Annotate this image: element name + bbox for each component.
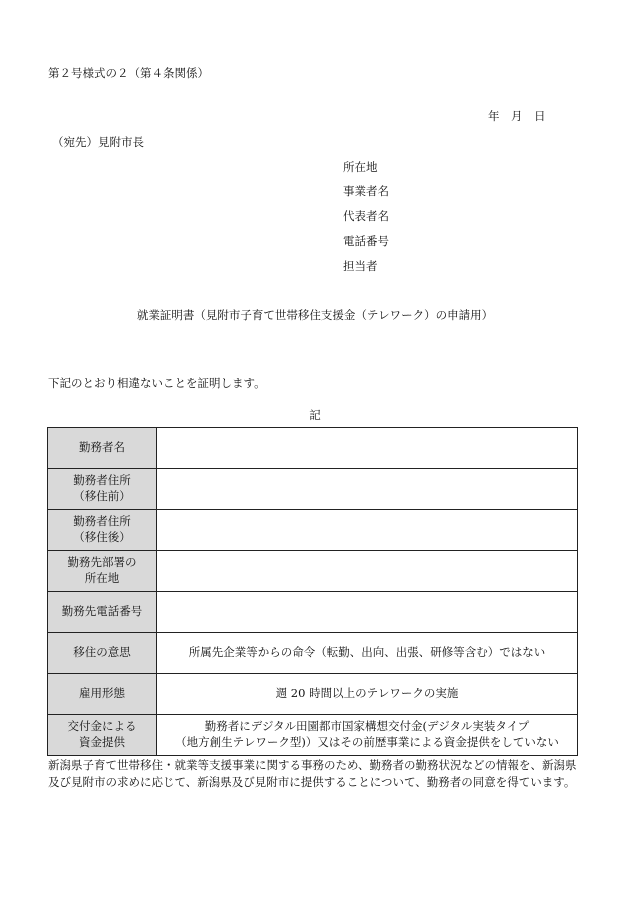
table-row [48,428,578,469]
table-row [48,592,578,633]
row-label: 雇用形態 [48,674,157,715]
address-after-cell[interactable] [157,510,578,551]
table-row [48,674,578,715]
table-row [48,510,578,551]
row-label: 勤務者住所 （移住前） [48,469,157,510]
document-title: 就業証明書（見附市子育て世帯移住支援金（テレワーク）の申請用） [136,308,494,322]
addressee: （宛先）見附市長 [52,135,144,149]
office-location-cell[interactable] [157,551,578,592]
row-label: 勤務先部署の 所在地 [48,551,157,592]
field-representative: 代表者名 [343,209,389,223]
employment-type-cell: 週 20 時間以上のテレワークの実施 [157,674,578,715]
row-label: 勤務者名 [48,428,157,469]
field-business-name: 事業者名 [343,184,389,198]
consent-note: 新潟県子育て世帯移住・就業等支援事業に関する事務のため、勤務者の勤務状況などの情報を、新潟県及び見附市の求めに応じて、新潟県及び見附市に提供することについて、勤務者の同意を得ています。 [48,758,577,790]
address-before-cell[interactable] [157,469,578,510]
field-contact-person: 担当者 [343,259,378,273]
ki-heading: 記 [309,408,321,422]
table-row [48,551,578,592]
office-phone-cell[interactable] [157,592,578,633]
table-row [48,469,578,510]
funding-cell: 勤務者にデジタル田園都市国家構想交付金(デジタル実装タイプ （地方創生テレワーク型)）又はその前歴事業による資金提供をしていない [157,715,578,756]
certificate-table [47,427,578,756]
field-location: 所在地 [343,160,378,174]
certification-statement: 下記のとおり相違ないことを証明します。 [48,376,266,390]
row-label: 勤務者住所 （移住後） [48,510,157,551]
form-number: 第２号様式の２（第４条関係） [48,66,209,80]
table-row [48,633,578,674]
field-phone: 電話番号 [343,234,389,248]
row-label: 交付金による 資金提供 [48,715,157,756]
row-label: 移住の意思 [48,633,157,674]
relocation-intent-cell: 所属先企業等からの命令（転勤、出向、出張、研修等含む）ではない [157,633,578,674]
worker-name-cell[interactable] [157,428,578,469]
row-label: 勤務先電話番号 [48,592,157,633]
table-row [48,715,578,756]
date-line: 年 月 日 [488,109,546,123]
